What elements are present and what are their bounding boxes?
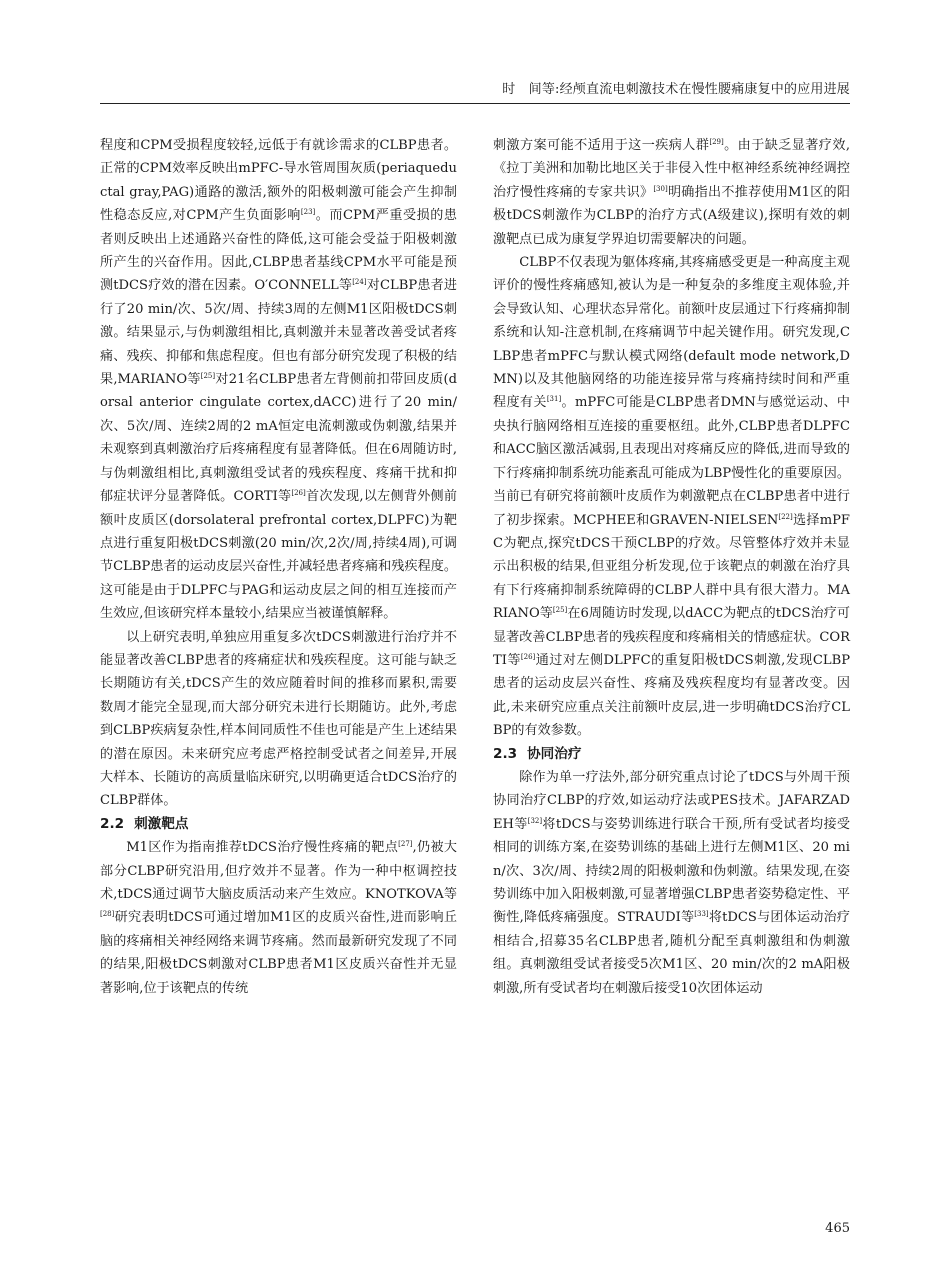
paragraph-text: 。而CPM严重受损的患者则反映出上述通路兴奋性的降低,这可能会受益于阳极刺激所产生的兴奋作用。因此,CLBP患者基线CPM水平可能是预测tDCS疗效的潜在因素。O′CONNELL等 — [100, 208, 457, 294]
paragraph-text: CLBP不仅表现为躯体疼痛,其疼痛感受更是一种高度主观评价的慢性疼痛感知,被认为是一种复杂的多维度主观体验,并会导致认知、心理状态异常化。前额叶皮层通过下行疼痛抑制系统和认知-注意机制,在疼痛调节中起关键作用。研究发现,CLBP患者mPFC与默认模式网络(default mode network,DMN)以及其他脑网络的功能连接异常与疼痛持续时间和严重程度有关 — [493, 255, 850, 411]
section-title: 刺激靶点 — [134, 815, 189, 832]
paragraph-text: 选择mPFC为靶点,探究tDCS干预CLBP的疗效。尽管整体疗效并未显示出积极的结果,但亚组分析发现,位于该靶点的刺激在治疗具有下行疼痛抑制系统障碍的CLBP人群中具有很大潜力。MARIANO等 — [493, 512, 851, 622]
citation-ref: [31] — [546, 395, 562, 404]
paragraph-text: 通过对左侧DLPFC的重复阳极tDCS刺激,发现CLBP患者的运动皮层兴奋性、疼痛及残疾程度均有显著改变。因此,未来研究应重点关注前额叶皮层,进一步明确tDCS治疗CLBP的有效参数。 — [493, 652, 850, 739]
paragraph — [100, 836, 457, 1000]
paragraph: 以上研究表明,单独应用重复多次tDCS刺激进行治疗并不能显著改善CLBP患者的疼痛症状和残疾程度。这可能与缺乏长期随访有关,tDCS产生的效应随着时间的推移而累积,需要数周才能完全显现,而大部分研究未进行长期随访。此外,考虑到CLBP疾病复杂性,样本间同质性不佳也可能是产生上述结果的潜在原因。未来研究应考虑严格控制受试者之间差异,开展大样本、长随访的高质量临床研究,以明确更适合tDCS治疗的CLBP群体。 — [100, 629, 457, 809]
paragraph-text: 。mPFC可能是CLBP患者DMN与感觉运动、中央执行脑网络相互连接的重要枢纽。此外,CLBP患者DLPFC和ACC脑区激活减弱,且表现出对疼痛反应的降低,进而导致的下行疼痛抑制系统功能紊乱可能成为LBP慢性化的重要原因。当前已有研究将前额叶皮质作为刺激靶点在CLBP患者中进行了初步探索。MCPHEE和GRAVEN-NIELSEN — [493, 395, 850, 528]
page-number: 465 — [825, 1221, 850, 1236]
paragraph — [493, 766, 850, 1000]
paragraph-text: ,仍被大部分CLBP研究沿用,但疗效并不显著。作为一种中枢调控技术,tDCS通过调节大脑皮质活动来产生效应。KNOTKOVA等 — [100, 840, 457, 902]
paragraph-text: 刺激方案可能不适用于这一疾病人群 — [493, 138, 710, 153]
citation-ref: [26] — [291, 489, 306, 498]
section-heading — [100, 813, 457, 836]
citation-ref: [32] — [527, 816, 543, 825]
paragraph-text: 。由于缺乏显著疗效,《拉丁美洲和加勒比地区关于非侵入性中枢神经系统神经调控治疗慢性疼痛的专家共识》 — [493, 138, 850, 200]
citation-ref: [25] — [200, 372, 216, 381]
paragraph-text: 在6周随访时发现,以dACC为靶点的tDCS治疗可显著改善CLBP患者的残疾程度和疼痛相关的情感症状。CORTI等 — [493, 606, 850, 668]
paragraph-text: 程度和CPM受损程度较轻,远低于有就诊需求的CLBP患者。正常的CPM效率反映出mPFC-导水管周围灰质(periaqueductal gray,PAG)通路的激活,额外的阳极刺激可能会产生抑制性稳态反应,对CPM产生负面影响 — [100, 138, 457, 224]
running-head: 时 间等:经颅直流电刺激技术在慢性腰痛康复中的应用进展 — [502, 82, 850, 97]
citation-ref: [29] — [709, 138, 724, 146]
paragraph-text: 对21名CLBP患者左背侧前扣带回皮质(dorsal anterior cingulate cortex,dACC)进行了20 min/次、5次/周、连续2周的2 mA恒定电流刺激或伪刺激,结果并未观察到真刺激治疗后疼痛程度有显著降低。但在6周随访时,与伪刺激组相比,真刺激组受试者的残疾程度、疼痛干扰和抑郁症状评分显著降低。CORTI等 — [100, 372, 457, 505]
right-column — [493, 134, 850, 1000]
header-rule — [100, 103, 850, 104]
citation-ref: [22] — [778, 512, 793, 521]
citation-ref: [24] — [352, 278, 367, 287]
citation-ref: [30] — [653, 184, 668, 193]
section-number: 2.2 — [100, 815, 125, 832]
paragraph-text: 对CLBP患者进行了20 min/次、5次/周、持续3周的左侧M1区阳极tDCS刺激。结果显示,与伪刺激组相比,真刺激并未显著改善受试者疼痛、残疾、抑郁和焦虑程度。但也有部分研究发现了积极的结果,MARIANO等 — [100, 278, 457, 388]
paragraph-text: 研究表明tDCS可通过增加M1区的皮质兴奋性,进而影响丘脑的疼痛相关神经网络来调节疼痛。然而最新研究发现了不同的结果,阳极tDCS刺激对CLBP患者M1区皮质兴奋性并无显著影响,位于该靶点的传统 — [100, 910, 457, 996]
paragraph — [100, 134, 457, 626]
paragraph — [493, 251, 850, 743]
citation-ref: [26] — [520, 652, 536, 661]
paragraph — [493, 134, 850, 251]
citation-ref: [27] — [398, 840, 413, 849]
section-heading — [493, 743, 850, 766]
paragraph-text: 首次发现,以左侧背外侧前额叶皮质区(dorsolateral prefrontal cortex,DLPFC)为靶点进行重复阳极tDCS刺激(20 min/次,2次/周,持续4周),可调节CLBP患者的运动皮层兴奋性,并减轻患者疼痛和残疾程度。这可能是由于DLPFC与PAG和运动皮层之间的相互连接而产生效应,但该研究样本量较小,结果应当被谨慎解释。 — [100, 489, 457, 622]
paragraph-text: M1区作为指南推荐tDCS治疗慢性疼痛的靶点 — [126, 840, 399, 856]
citation-ref: [23] — [300, 208, 316, 217]
citation-ref: [33] — [694, 910, 709, 919]
section-number: 2.3 — [493, 745, 518, 762]
paragraph-text: 明确指出不推荐使用M1区的阳极tDCS刺激作为CLBP的治疗方式(A级建议),探明有效的刺激靶点已成为康复学界迫切需要解决的问题。 — [493, 184, 850, 247]
citation-ref: [28] — [100, 910, 115, 919]
paragraph-text: 将tDCS与姿势训练进行联合干预,所有受试者均接受相同的训练方案,在姿势训练的基础上进行左侧M1区、20 min/次、3次/周、持续2周的阳极刺激和伪刺激。结果发现,在姿势训练中加入阳极刺激,可显著增强CLBP患者姿势稳定性、平衡性,降低疼痛强度。STRAUDI等 — [493, 816, 850, 926]
paragraph-text: 除作为单一疗法外,部分研究重点讨论了tDCS与外周干预协同治疗CLBP的疗效,如运动疗法或PES技术。JAFARZADEH等 — [493, 769, 850, 832]
citation-ref: [25] — [552, 606, 568, 615]
left-column — [100, 134, 457, 1000]
paragraph-text: 将tDCS与团体运动治疗相结合,招募35名CLBP患者,随机分配至真刺激组和伪刺激组。真刺激组受试者接受5次M1区、20 min/次的2 mA阳极刺激,所有受试者均在刺激后接受10次团体运动 — [493, 910, 850, 996]
section-title: 协同治疗 — [527, 745, 582, 762]
